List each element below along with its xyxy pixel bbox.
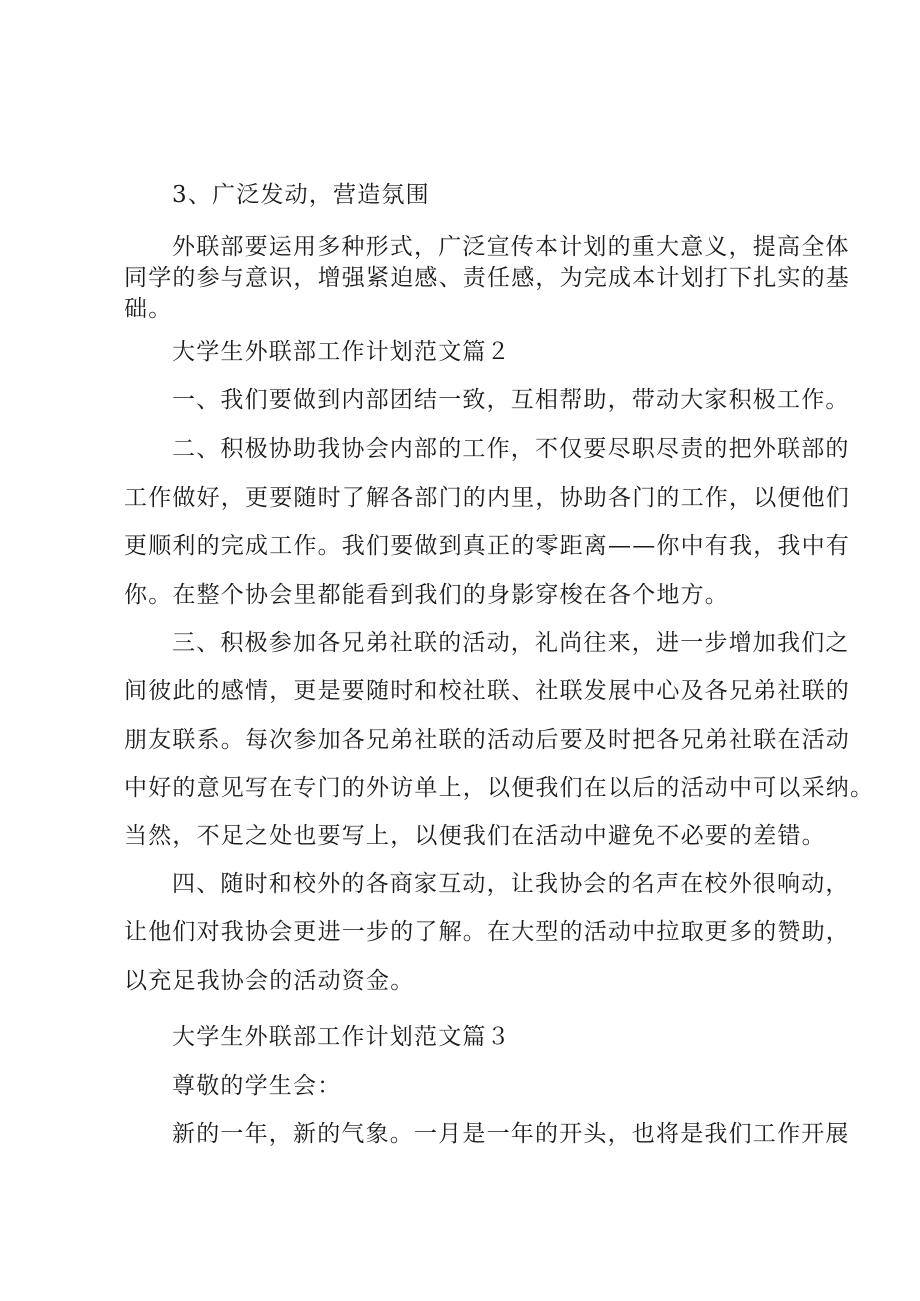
paragraph-line: 础。 xyxy=(124,296,173,322)
paragraph-line: 中好的意见写在专门的外访单上，以便我们在以后的活动中可以采纳。 xyxy=(124,775,875,801)
paragraph-line: 工作做好，更要随时了解各部门的内里，协助各门的工作，以便他们 xyxy=(124,485,850,511)
paragraph-line: 外联部要运用多种形式，广泛宣传本计划的重大意义，提高全体 xyxy=(172,234,850,260)
salutation: 尊敬的学生会： xyxy=(172,1073,342,1099)
paragraph-line: 你。在整个协会里都能看到我们的身影穿梭在各个地方。 xyxy=(124,582,729,608)
paragraph-line: 二、积极协助我协会内部的工作，不仅要尽职尽责的把外联部的 xyxy=(172,436,850,462)
section-title: 大学生外联部工作计划范文篇２ xyxy=(172,339,511,365)
section-title: 大学生外联部工作计划范文篇３ xyxy=(172,1024,511,1050)
paragraph-line: 当然，不足之处也要写上，以便我们在活动中避免不必要的差错。 xyxy=(124,823,826,849)
paragraph-line: 一、我们要做到内部团结一致，互相帮助，带动大家积极工作。 xyxy=(172,387,850,413)
paragraph-line: 以充足我协会的活动资金。 xyxy=(124,968,415,994)
paragraph-line: 间彼此的感情，更是要随时和校社联、社联发展中心及各兄弟社联的 xyxy=(124,678,850,704)
paragraph-line: 让他们对我协会更进一步的了解。在大型的活动中拉取更多的赞助， xyxy=(124,919,850,945)
paragraph-line: 新的一年，新的气象。一月是一年的开头，也将是我们工作开展 xyxy=(172,1121,850,1147)
paragraph-line: 朋友联系。每次参加各兄弟社联的活动后要及时把各兄弟社联在活动 xyxy=(124,727,850,753)
paragraph-line: 四、随时和校外的各商家互动，让我协会的名声在校外很响动， xyxy=(172,871,850,897)
paragraph-line: 三、积极参加各兄弟社联的活动，礼尚往来，进一步增加我们之 xyxy=(172,630,850,656)
section-heading: 3、广泛发动，营造氛围 xyxy=(172,182,430,208)
paragraph-line: 同学的参与意识，增强紧迫感、责任感，为完成本计划打下扎实的基 xyxy=(124,265,850,291)
paragraph-line: 更顺利的完成工作。我们要做到真正的零距离——你中有我，我中有 xyxy=(124,533,850,559)
